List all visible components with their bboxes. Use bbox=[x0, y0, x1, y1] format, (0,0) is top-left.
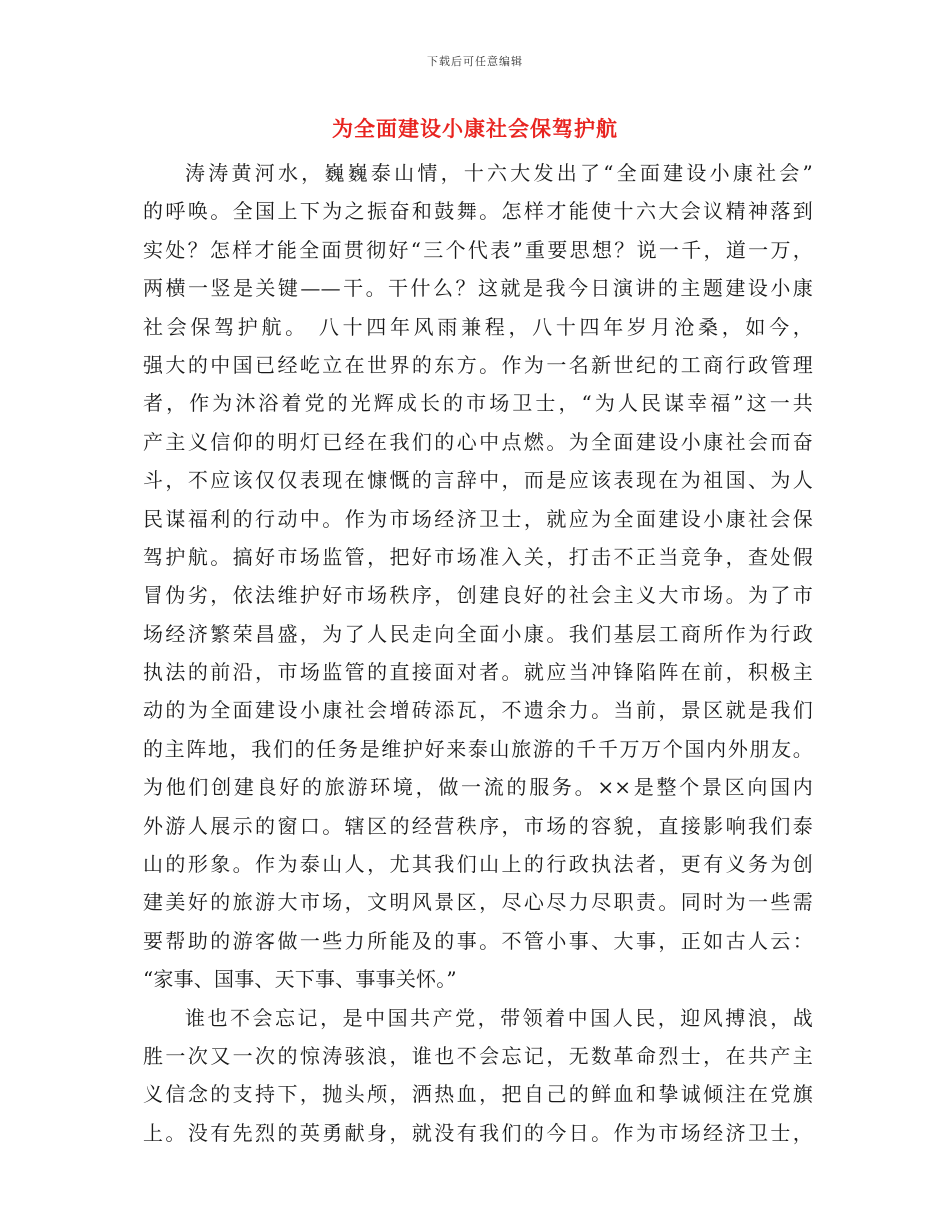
page-header-note: 下载后可任意编辑 bbox=[427, 55, 523, 68]
body-line: 场经济繁荣昌盛，为了人民走向全面小康。我们基层工商所作为行政 bbox=[143, 621, 813, 646]
body-line: 强大的中国已经屹立在世界的东方。作为一名新世纪的工商行政管理 bbox=[143, 352, 813, 377]
body-line: 社会保驾护航。 八十四年风雨兼程，八十四年岁月沧桑，如今， bbox=[143, 314, 813, 339]
body-line: 者，作为沐浴着党的光辉成长的市场卫士，“为人民谋幸福”这一共 bbox=[143, 391, 813, 416]
body-line: 的主阵地，我们的任务是维护好来泰山旅游的千千万万个国内外朋友。 bbox=[143, 736, 813, 761]
body-line: 产主义信仰的明灯已经在我们的心中点燃。为全面建设小康社会而奋 bbox=[143, 429, 813, 454]
body-line: 的呼唤。全国上下为之振奋和鼓舞。怎样才能使十六大会议精神落到 bbox=[143, 199, 813, 224]
body-line: 建美好的旅游大市场，文明风景区，尽心尽力尽职责。同时为一些需 bbox=[143, 890, 813, 915]
body-line: 山的形象。作为泰山人，尤其我们山上的行政执法者，更有义务为创 bbox=[143, 852, 813, 877]
body-line: 涛涛黄河水，巍巍泰山情，十六大发出了“全面建设小康社会” bbox=[185, 161, 813, 185]
body-line: 动的为全面建设小康社会增砖添瓦，不遗余力。当前，景区就是我们 bbox=[143, 698, 813, 723]
body-line: 冒伪劣，依法维护好市场秩序，创建良好的社会主义大市场。为了市 bbox=[143, 583, 813, 608]
body-line: 要帮助的游客做一些力所能及的事。不管小事、大事，正如古人云： bbox=[143, 928, 813, 953]
body-line: 执法的前沿，市场监管的直接面对者。就应当冲锋陷阵在前，积极主 bbox=[143, 660, 813, 685]
body-line: 驾护航。搞好市场监管，把好市场准入关，打击不正当竞争，查处假 bbox=[143, 544, 813, 569]
body-line: 胜一次又一次的惊涛骇浪，谁也不会忘记，无数革命烈士，在共产主 bbox=[143, 1043, 813, 1068]
body-line: 两横一竖是关键——干。干什么？这就是我今日演讲的主题建设小康 bbox=[143, 276, 813, 301]
body-line: “家事、国事、天下事、事事关怀。” bbox=[143, 967, 457, 992]
body-line: 外游人展示的窗口。辖区的经营秩序，市场的容貌，直接影响我们泰 bbox=[143, 813, 813, 838]
body-line: 为他们创建良好的旅游环境，做一流的服务。××是整个景区向国内 bbox=[143, 775, 813, 800]
body-line: 实处？怎样才能全面贯彻好“三个代表”重要思想？说一千，道一万， bbox=[143, 237, 813, 262]
document-title: 为全面建设小康社会保驾护航 bbox=[332, 117, 618, 141]
document-body bbox=[143, 154, 813, 1152]
body-line: 义信念的支持下，抛头颅，洒热血，把自己的鲜血和挚诚倾注在党旗 bbox=[143, 1082, 813, 1107]
body-line: 谁也不会忘记，是中国共产党，带领着中国人民，迎风搏浪，战 bbox=[185, 1005, 813, 1030]
body-line: 上。没有先烈的英勇献身，就没有我们的今日。作为市场经济卫士， bbox=[143, 1120, 813, 1145]
body-line: 斗，不应该仅仅表现在慷慨的言辞中，而是应该表现在为祖国、为人 bbox=[143, 468, 813, 493]
body-line: 民谋福利的行动中。作为市场经济卫士，就应为全面建设小康社会保 bbox=[143, 506, 813, 531]
